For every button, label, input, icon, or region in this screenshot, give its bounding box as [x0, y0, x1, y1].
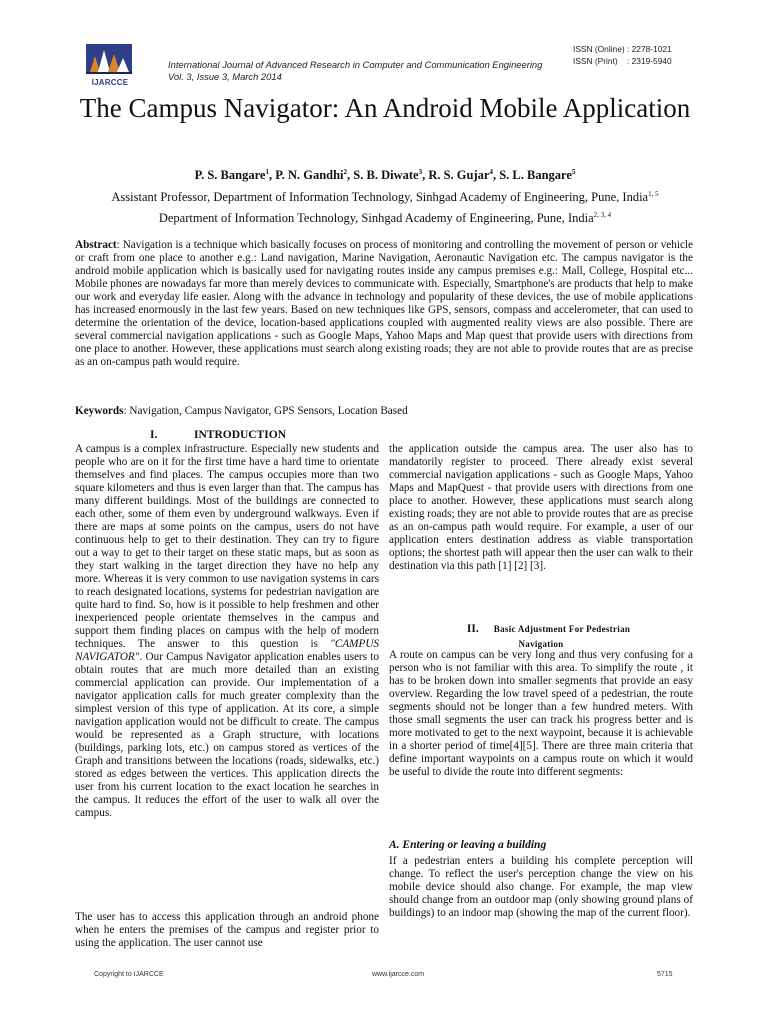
affiliation-1	[60, 190, 710, 205]
keywords-text: : Navigation, Campus Navigator, GPS Sensors, Location Based	[123, 405, 408, 417]
footer-copyright: Copyright to IJARCCE	[94, 971, 164, 978]
section-title: INTRODUCTION	[194, 429, 287, 441]
affiliation-text: Assistant Professor, Department of Information Technology, Sinhgad Academy of Engineering, Pune, India	[111, 190, 649, 205]
section-title-line1: Basic Adjustment For Pedestrian	[493, 624, 631, 634]
keywords	[75, 405, 693, 418]
logo-text: IJARCCE	[91, 78, 129, 87]
journal-name: International Journal of Advanced Research in Computer and Communication Engineering	[168, 59, 543, 70]
issn-print: ISSN (Print) : 2319-5940	[573, 56, 672, 66]
section-heading-introduction	[150, 429, 330, 441]
ijarcce-logo	[86, 44, 132, 82]
affiliation-sup: 1, 5	[648, 190, 659, 198]
section-title-line2: Navigation	[518, 639, 564, 649]
author-name: R. S. Gujar	[428, 168, 490, 183]
emphasis-text: "CAMPUS NAVIGATOR"	[75, 638, 379, 663]
subsection-heading: A. Entering or leaving a building	[389, 839, 547, 851]
author-sup: 1	[265, 168, 269, 176]
author-name: P. N. Gandhi	[275, 168, 344, 183]
intro-paragraph-2: The user has to access this application through an android phone when he enters the premises of the campus and register prior to using the application. The user cannot use	[75, 911, 379, 949]
paragraph-text: A campus is a complex infrastructure. Especially new students and people who are on it for the first time have a hard time to orientate themselves and find places. The campus occupies more than two square kilometers and thus is even larger than that. The campus has many different buildings. Most of the buildings are connected to each other, some of them even by underground walkways. Even if there are maps at some points on the campus, users do not have continuous help to get to their destination. They can try to figure out a way to get to their target on these static maps, but as soon as they start walking in the target direction they have no help any more. Whereas it is very common to use navigation systems in cars to reach designated locations, systems for pedestrian navigation are quite hard to find. So, how is it possible to help freshmen and other inexperienced people orientate themselves in the campus and support them finding places on campus with the help of modern techniques. The answer to this question is	[75, 443, 379, 650]
issn-block	[573, 43, 672, 67]
paragraph-text: . Our Campus Navigator application enables users to obtain routes that are much more detailed than an existing commercial application can provide. Our implementation of a navigator application calls for much greater complexity than the simplest version of this type of application. At its core, a simple navigation application would not be difficult to create. The campus would be represented as a Graph structure, with locations (buildings, parking lots, etc.) on campus stored as vertices of the Graph and transitions between the locations (roads, sidewalks, etc.) stored as edges between the vertices. This application directs the user from his current location to the exact location he searches in the campus. It reduces the effort of the user to walk all over the campus.	[75, 651, 379, 819]
section2-paragraph: A route on campus can be very long and thus very confusing for a person who is not familiar with this area. To simplify the route , it has to be broken down into smaller segments that provide an easy overview. Regarding the low travel speed of a pedestrian, the route segments should not be longer than a few hundred meters. With those small segments the user can track his progress better and is more motivated to get to the next waypoint, because it is achievable in a shorter period of time[4][5]. There are three main criteria that define important waypoints on a campus route on which it would be useful to divide the route into different segments:	[389, 649, 693, 778]
abstract	[75, 239, 693, 369]
author-name: S. L. Bangare	[499, 168, 572, 183]
section-number: I.	[150, 429, 158, 441]
section-heading-basic-adjustment	[389, 622, 693, 652]
paper-title: The Campus Navigator: An Android Mobile Application	[79, 93, 691, 123]
footer-page-number: 5715	[657, 971, 673, 978]
issn-online: ISSN (Online) : 2278-1021	[573, 44, 672, 54]
author-name: S. B. Diwate	[353, 168, 419, 183]
affiliation-2	[60, 211, 710, 226]
abstract-label: Abstract	[75, 239, 117, 251]
affiliation-sup: 2, 3, 4	[593, 211, 612, 219]
affiliation-text: Department of Information Technology, Sinhgad Academy of Engineering, Pune, India	[158, 211, 594, 226]
footer-website: www.ijarcce.com	[372, 971, 425, 978]
author-list: P. S. Bangare$^1$, P. N. Gandhi$^2$, S. B. Diwate$^3$, R. S. Gujar$^4$, S. L. Bangare$^5$	[194, 168, 576, 183]
journal-header	[168, 59, 542, 83]
author-name: P. S. Bangare	[194, 168, 266, 183]
author-sup: 2	[343, 168, 348, 176]
author-sup: 5	[571, 168, 576, 176]
author-sup: 4	[489, 168, 493, 176]
intro-paragraph-3: the application outside the campus area. The user also has to mandatorily register to proceed. There already exist several commercial navigation applications - such as Google Maps, Yahoo Maps and MapQuest - that provide users with directions from one place to another. However, these applications must search along existing roads; they are not able to provide routes that are as precise as an on-campus path would require. For example, a user of our application enters destination address as viable transportation options; the shortest path will appear then the user can walk to their destination via this path [1] [2] [3].	[389, 443, 693, 572]
intro-paragraph-1	[75, 443, 379, 820]
abstract-text: : Navigation is a technique which basically focuses on process of monitoring and controlling the movement of person or vehicle or craft from one place to another e.g.: Land navigation, Marine Navigation, Aeronautic Navigation etc. The campus navigator is the android mobile application which is basically used for navigating routes inside any campus premises e.g.: Mall, College, Hospital etc... Mobile phones are nowadays far more than merely devices to communicate with. Especially, Smartphone's are products that help to make our work and everyday life easier. Along with the advance in technology and popularity of these devices, the use of mobile applications has increased enormously in the last few years. Based on new techniques like GPS, sensors, compass and accelerometer, that can used to determine the orientation of the device, location-based applications coupled with augmented reality views are also possible. There are several commercial navigation applications - such as Google Maps, Yahoo Maps and Map quest that provide users with directions from one place to another. However, these applications must search along existing roads; they are not able to provide routes that are as precise as an on-campus path would require.	[75, 239, 693, 368]
keywords-label: Keywords	[75, 405, 124, 417]
author-sup: 3	[418, 168, 423, 176]
subsection-paragraph: If a pedestrian enters a building his complete perception will change. To reflect the user's perception change the view on his mobile device should also change. For example, the map view should change from an outdoor map (only showing ground plans of buildings) to an indoor map (showing the map of the current floor).	[389, 855, 693, 919]
journal-volume: Vol. 3, Issue 3, March 2014	[168, 71, 282, 82]
section-number: II.	[466, 623, 479, 635]
